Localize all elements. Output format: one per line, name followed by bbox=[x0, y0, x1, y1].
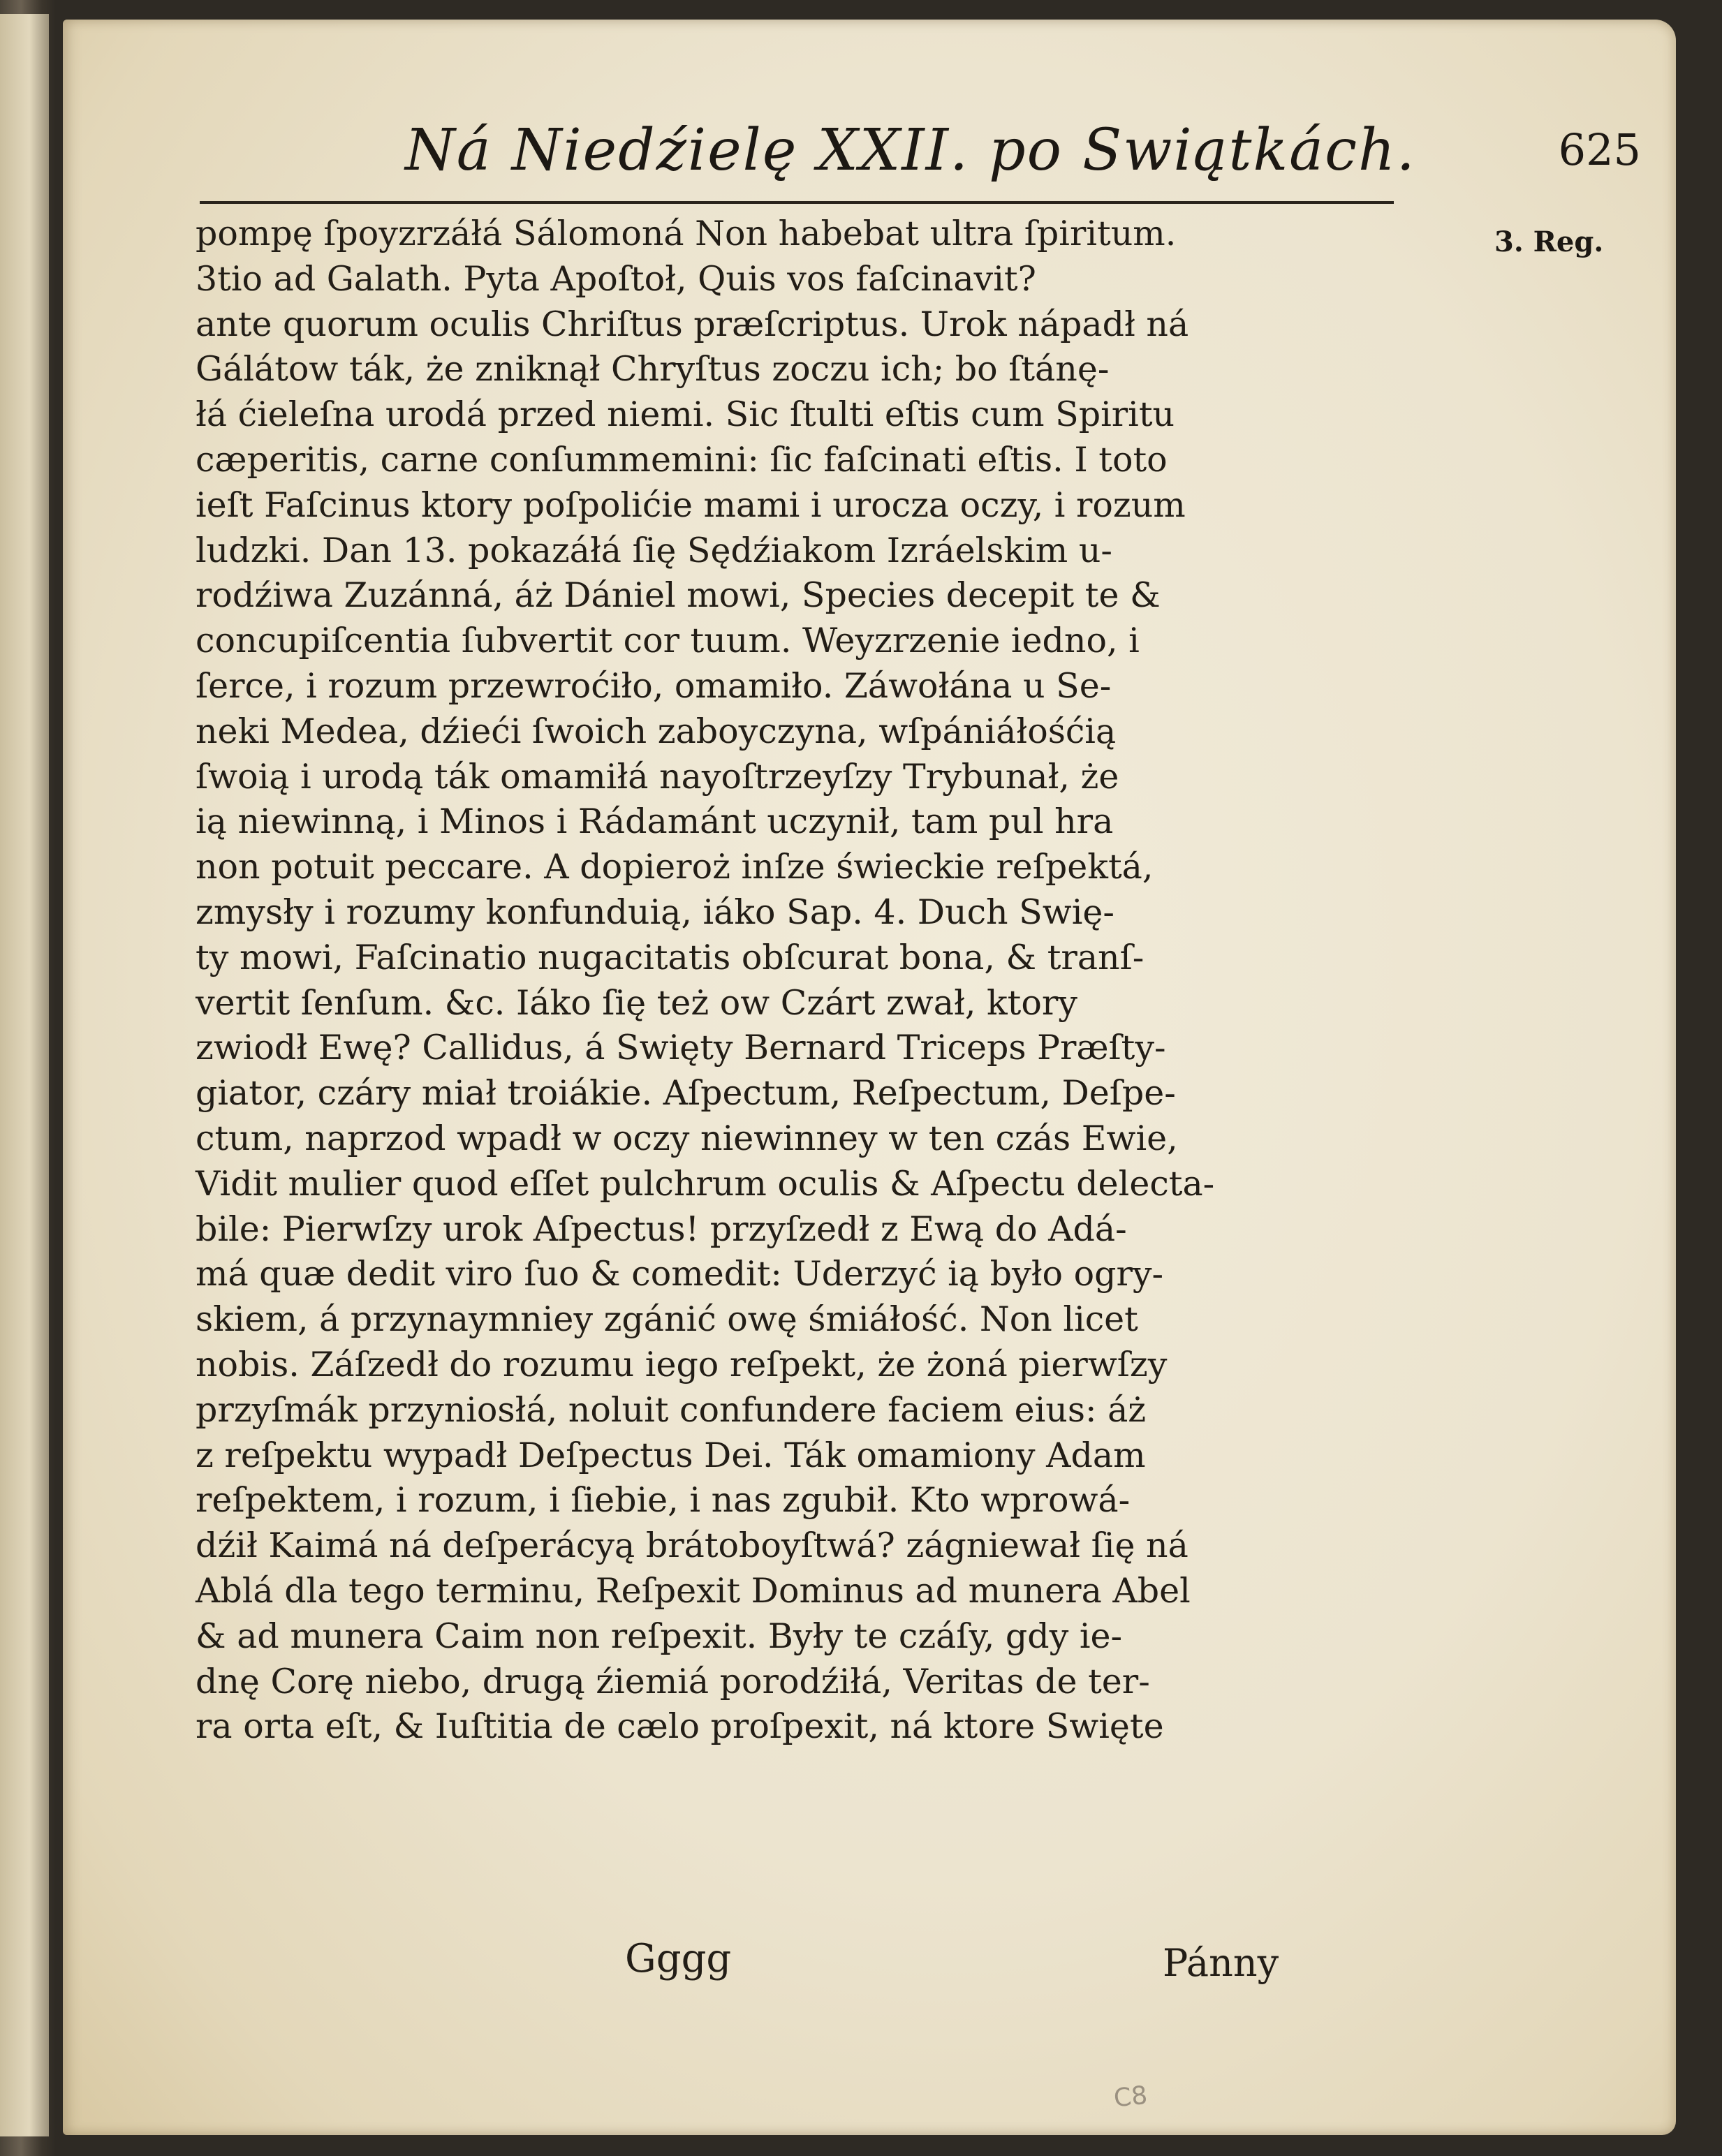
facing-page-edge bbox=[0, 14, 49, 2136]
margin-note: 3. Reg. bbox=[1494, 226, 1604, 258]
header-rule bbox=[200, 201, 1394, 204]
text-line: non potuit peccare. A dopieroż inſze świeckie reſpektá, bbox=[196, 847, 1154, 887]
text-line: bile: Pierwſzy urok Aſpectus! przyſzedł z Ewą do Adá- bbox=[196, 1209, 1127, 1249]
text-line: ſwoią i urodą ták omamiłá nayoſtrzeyſzy Trybunał, że bbox=[196, 756, 1119, 797]
text-line: dnę Corę niebo, drugą źiemiá porodźiłá, Veritas de ter- bbox=[196, 1661, 1150, 1701]
text-line: Vidit mulier quod eſſet pulchrum oculis & Aſpectu delecta- bbox=[196, 1163, 1215, 1204]
pencil-mark: C8 bbox=[1112, 2081, 1149, 2113]
text-line: ludzki. Dan 13. pokazáłá ſię Sędźiakom Izráelskim u- bbox=[196, 530, 1112, 570]
text-line: przyſmák przyniosłá, noluit confundere faciem eius: áż bbox=[196, 1389, 1147, 1430]
text-line: dźił Kaimá ná deſperácyą brátoboyſtwá? zágniewał ſię ná bbox=[196, 1526, 1189, 1566]
text-line: ra orta eſt, & Iuſtitia de cælo proſpexit, ná ktore Swięte bbox=[196, 1706, 1164, 1747]
text-line: zmysły i rozumy konfunduią, iáko Sap. 4. Duch Swię- bbox=[196, 892, 1114, 932]
text-line: rodźiwa Zuzánná, áż Dániel mowi, Species decepit te & bbox=[196, 575, 1161, 616]
text-line: giator, czáry miał troiákie. Aſpectum, Reſpectum, Deſpe- bbox=[196, 1073, 1176, 1114]
text-line: má quæ dedit viro ſuo & comedit: Uderzyć ią było ogry- bbox=[196, 1254, 1164, 1294]
text-line: ante quorum oculis Chriſtus præſcriptus. Urok nápadł ná bbox=[196, 304, 1189, 344]
text-line: ią niewinną, i Minos i Rádamánt uczynił, tam pul hra bbox=[196, 802, 1114, 842]
text-line: nobis. Záſzedł do rozumu iego reſpekt, że żoná pierwſzy bbox=[196, 1344, 1168, 1385]
text-line: 3tio ad Galath. Pyta Apoſtoł, Quis vos faſcinavit? bbox=[196, 258, 1036, 299]
text-line: zwiodł Ewę? Callidus, á Swięty Bernard Triceps Præſty- bbox=[196, 1028, 1166, 1068]
text-line: reſpektem, i rozum, i ſiebie, i nas zgubił. Kto wprowá- bbox=[196, 1480, 1131, 1521]
text-line: ctum, naprzod wpadł w oczy niewinney w ten czás Ewie, bbox=[196, 1118, 1178, 1158]
catchword: Pánny bbox=[1163, 1941, 1279, 1985]
text-line: ty mowi, Faſcinatio nugacitatis obſcurat bona, & tranſ- bbox=[196, 937, 1145, 977]
text-line: ſerce, i rozum przewroćiło, omamiło. Záwołána u Se- bbox=[196, 665, 1112, 706]
text-line: neki Medea, dźieći ſwoich zaboyczyna, wſpániáłośćią bbox=[196, 711, 1117, 751]
page-header bbox=[175, 117, 1641, 208]
text-line: łá ćieleſna urodá przed niemi. Sic ſtulti eſtis cum Spiritu bbox=[196, 394, 1175, 435]
text-line: vertit ſenſum. &c. Iáko ſię też ow Czárt zwał, ktory bbox=[196, 982, 1077, 1023]
text-line: skiem, á przynaymniey zgánić owę śmiáłość. Non licet bbox=[196, 1299, 1138, 1340]
book-page bbox=[63, 20, 1676, 2135]
text-line: z reſpektu wypadł Deſpectus Dei. Ták omamiony Adam bbox=[196, 1435, 1146, 1475]
text-line: & ad munera Caim non reſpexit. Były te czáſy, gdy ie- bbox=[196, 1616, 1123, 1656]
signature-mark: Gggg bbox=[625, 1936, 732, 1981]
text-line: pompę ſpoyzrzáłá Sálomoná Non habebat ultra ſpiritum. bbox=[196, 214, 1177, 253]
running-title: Ná Niedźielę XXII. po Swiątkách. bbox=[405, 117, 1416, 184]
text-line: concupiſcentia ſubvertit cor tuum. Weyzrzenie iedno, i bbox=[196, 621, 1140, 661]
page-number: 625 bbox=[1558, 124, 1641, 175]
text-line: Ablá dla tego terminu, Reſpexit Dominus ad munera Abel bbox=[196, 1570, 1191, 1611]
text-line: cæperitis, carne conſummemini: ſic faſcinati eſtis. I toto bbox=[196, 439, 1168, 480]
text-line: ieſt Faſcinus ktory poſpolićie mami i urocza oczy, i rozum bbox=[196, 485, 1186, 525]
text-line: Gálátow ták, że zniknął Chryſtus zoczu ich; bo ſtánę- bbox=[196, 349, 1110, 390]
body-text bbox=[196, 212, 1418, 1750]
